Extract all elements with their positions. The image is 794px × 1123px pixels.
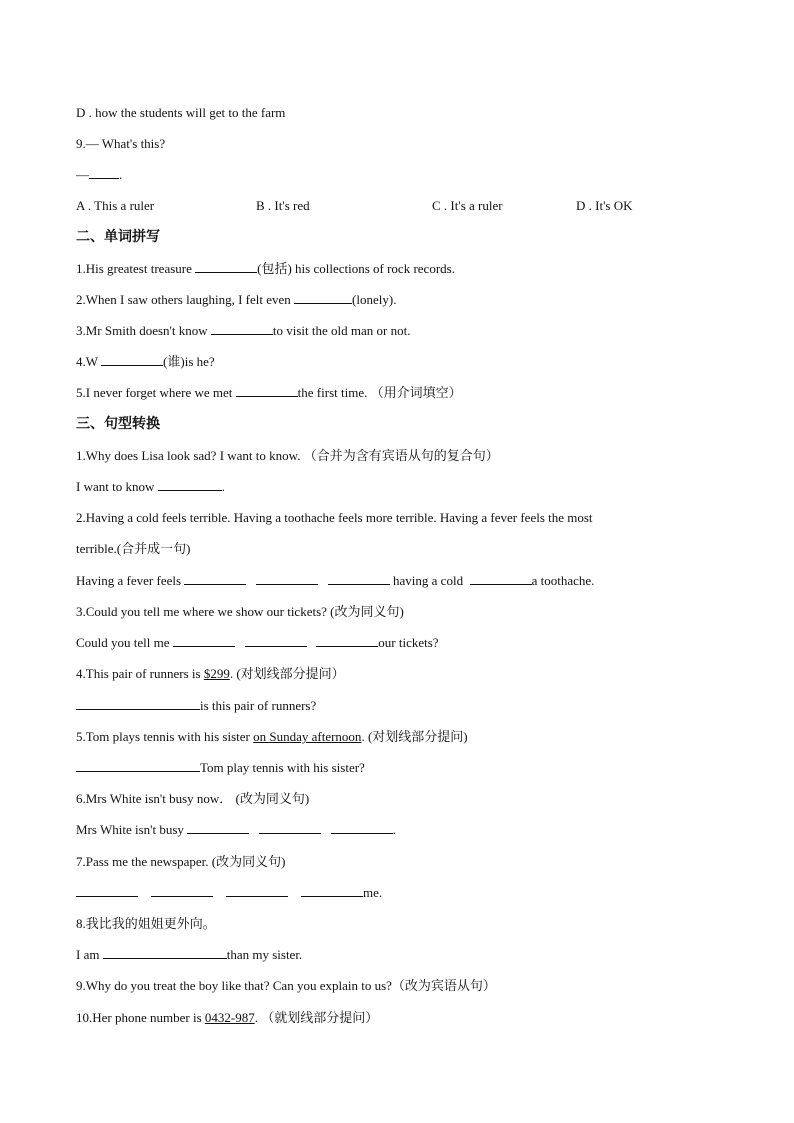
answer-prefix: — [76,167,89,182]
transform-q2-answer: Having a fever feels having a cold a toothache. [76,573,595,588]
spelling-item-3: 3.Mr Smith doesn't know to visit the old man or not. [76,323,411,338]
answer-blank[interactable] [211,322,273,335]
q9-option-b[interactable]: B . It's red [256,198,310,213]
underlined-part: on Sunday afternoon [253,729,362,744]
transform-q2-line1: 2.Having a cold feels terrible. Having a toothache feels more terrible. Having a fever feels the most [76,510,593,525]
transform-q8: 8.我比我的姐姐更外向。 [76,916,216,931]
underlined-part: 0432-987 [204,1010,255,1025]
answer-blank[interactable] [331,821,393,834]
section2-heading: 二、单词拼写 [76,229,160,245]
answer-blank[interactable] [76,697,200,710]
transform-q1: 1.Why does Lisa look sad? I want to know. （合并为含有宾语从句的复合句） [76,448,499,463]
transform-q2-line2: terrible.(合并成一句) [76,541,191,556]
transform-q6-answer: Mrs White isn't busy . [76,822,396,837]
spelling-item-4: 4.W (谁)is he? [76,354,215,369]
transform-q10: 10.Her phone number is 0432-987. （就划线部分提问） [76,1010,379,1025]
transform-q1-answer: I want to know . [76,479,225,494]
answer-blank[interactable] [470,572,532,585]
answer-blank[interactable] [76,759,200,772]
answer-blank[interactable] [294,291,352,304]
q8-option-d: D . how the students will get to the farm [76,105,286,120]
spelling-item-2: 2.When I saw others laughing, I felt even (lonely). [76,292,397,307]
transform-q3-answer: Could you tell me our tickets? [76,635,439,650]
answer-blank[interactable] [103,946,227,959]
section3-heading: 三、句型转换 [76,416,160,432]
answer-blank[interactable] [236,384,298,397]
q9-options [76,197,716,215]
answer-blank[interactable] [187,821,249,834]
transform-q4: 4.This pair of runners is $299. (对划线部分提问） [76,666,345,681]
q9-option-a[interactable]: A . This a ruler [76,198,155,213]
answer-blank[interactable] [301,884,363,897]
answer-blank[interactable] [76,884,138,897]
transform-q6: 6.Mrs White isn't busy now． (改为同义句) [76,791,310,806]
answer-blank[interactable] [184,572,246,585]
q9-option-d[interactable]: D . It's OK [576,198,633,213]
q9-answer-line [76,166,122,184]
transform-q3: 3.Could you tell me where we show our tickets? (改为同义句) [76,604,404,619]
transform-q9: 9.Why do you treat the boy like that? Can you explain to us?（改为宾语从句） [76,978,496,993]
answer-blank[interactable] [328,572,390,585]
transform-q5-answer: Tom play tennis with his sister? [76,759,365,777]
underlined-part: $299 [203,666,230,681]
answer-blank[interactable] [195,260,257,273]
transform-q4-answer: is this pair of runners? [76,697,316,715]
transform-q7: 7.Pass me the newspaper. (改为同义句) [76,854,286,869]
spelling-item-1: 1.His greatest treasure (包括) his collections of rock records. [76,261,455,276]
q9-option-c[interactable]: C . It's a ruler [432,198,503,213]
transform-q5: 5.Tom plays tennis with his sister on Sunday afternoon. (对划线部分提问) [76,729,468,744]
transform-q7-answer: me. [76,884,382,902]
answer-blank[interactable] [316,634,378,647]
answer-blank[interactable] [173,634,235,647]
answer-blank[interactable] [101,353,163,366]
answer-blank[interactable] [256,572,318,585]
answer-blank[interactable] [245,634,307,647]
answer-blank[interactable] [259,821,321,834]
answer-blank[interactable] [158,478,222,491]
answer-blank[interactable] [151,884,213,897]
answer-blank[interactable] [89,166,119,179]
answer-blank[interactable] [226,884,288,897]
transform-q8-answer: I am than my sister. [76,947,303,962]
answer-suffix: . [119,167,123,182]
spelling-item-5: 5.I never forget where we met the first time. （用介词填空） [76,385,462,400]
q9-question: 9.— What's this? [76,136,166,151]
